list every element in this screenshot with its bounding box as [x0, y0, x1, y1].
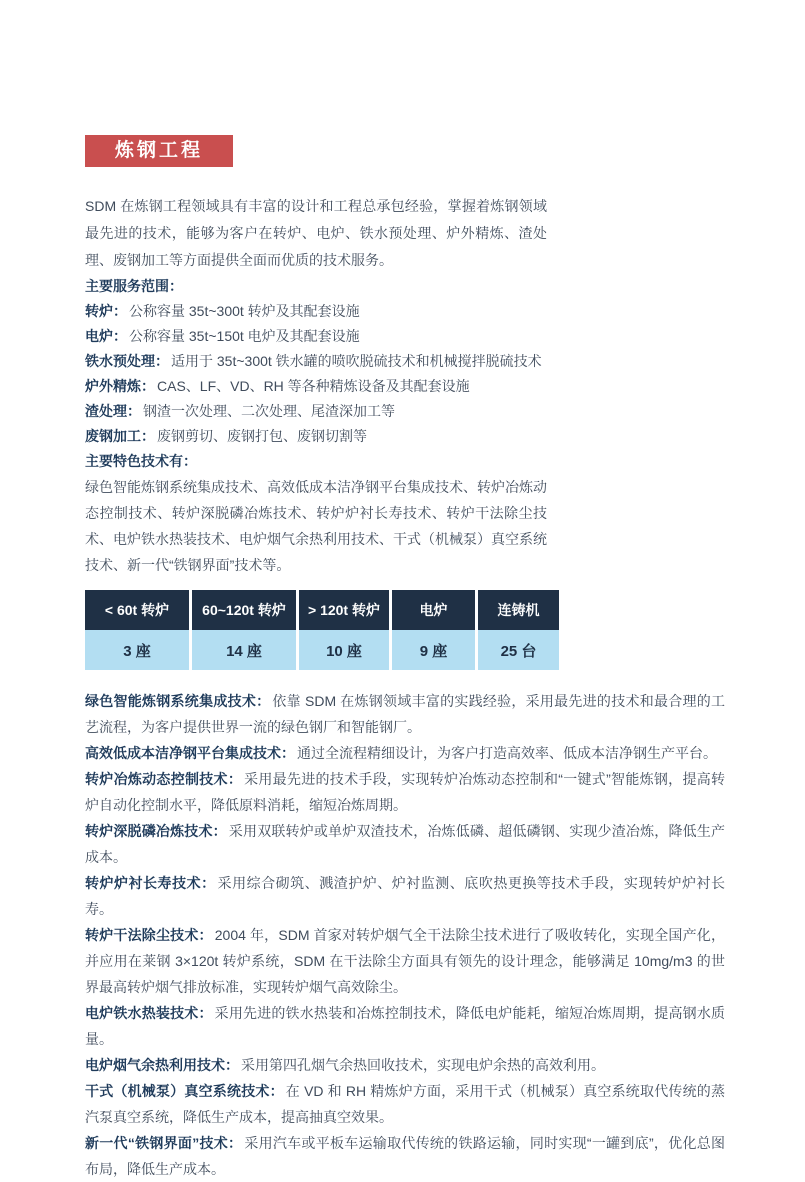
technology-paragraph — [85, 1078, 725, 1130]
technology-paragraph — [85, 922, 725, 1000]
service-item-label: 转炉： — [85, 303, 127, 319]
technology-label: 转炉深脱磷冶炼技术： — [85, 823, 227, 839]
service-item-label: 电炉： — [85, 328, 127, 344]
technology-label: 绿色智能炼钢系统集成技术： — [85, 693, 271, 709]
service-item — [85, 374, 547, 399]
service-item — [85, 399, 547, 424]
technologies-section — [85, 688, 725, 1182]
capacity-table — [85, 590, 559, 670]
service-item — [85, 324, 547, 349]
technology-text: 在 VD 和 RH 精炼炉方面，采用干式（机械泵）真空系统取代传统的蒸汽泵真空系统，降低生产成本，提高抽真空效果。 — [85, 1083, 725, 1125]
technology-label: 转炉炉衬长寿技术： — [85, 875, 216, 891]
technology-label: 转炉干法除尘技术： — [85, 927, 213, 943]
capacity-table-value-row — [85, 630, 559, 670]
technology-label: 高效低成本洁净钢平台集成技术： — [85, 745, 295, 761]
technology-text: 依靠 SDM 在炼钢领域丰富的实践经验，采用最先进的技术和最合理的工艺流程，为客户提供世界一流的绿色钢厂和智能钢厂。 — [85, 693, 725, 735]
service-item-label: 炉外精炼： — [85, 378, 155, 394]
capacity-table-value-cell: 3 座 — [85, 630, 191, 670]
technology-text: 2004 年，SDM 首家对转炉烟气全干法除尘技术进行了吸收转化，实现全国产化，并应用在莱钢 3×120t 转炉系统，SDM 在干法除尘方面具有领先的设计理念，能够满足 10mg/m3 的世界最高转炉烟气排放标准，实现转炉烟气高效除尘。 — [85, 927, 725, 995]
technology-paragraph — [85, 870, 725, 922]
technology-text: 采用先进的铁水热装和冶炼控制技术，降低电炉能耗，缩短冶炼周期，提高钢水质量。 — [85, 1005, 726, 1047]
service-item-text: CAS、LF、VD、RH 等各种精炼设备及其配套设施 — [157, 378, 470, 394]
technology-paragraph — [85, 1052, 725, 1078]
service-item — [85, 349, 547, 374]
technology-paragraph — [85, 740, 725, 766]
capacity-table-header-cell: > 120t 转炉 — [298, 590, 391, 630]
intro-paragraph: SDM 在炼钢工程领域具有丰富的设计和工程总承包经验，掌握着炼钢领域最先进的技术，能够为客户在转炉、电炉、铁水预处理、炉外精炼、渣处理、废钢加工等方面提供全面而优质的技术服务。 — [85, 198, 547, 268]
technology-label: 电炉烟气余热利用技术： — [85, 1057, 239, 1073]
technology-text: 采用双联转炉或单炉双渣技术，冶炼低磷、超低磷钢、实现少渣冶炼，降低生产成本。 — [85, 823, 726, 865]
capacity-table-header-row — [85, 590, 559, 630]
service-item-text: 钢渣一次处理、二次处理、尾渣深加工等 — [143, 403, 395, 419]
capacity-table-header-cell: 60~120t 转炉 — [191, 590, 298, 630]
technology-text: 采用最先进的技术手段，实现转炉冶炼动态控制和“一键式”智能炼钢，提高转炉自动化控制水平，降低原料消耗，缩短冶炼周期。 — [85, 771, 726, 813]
technology-paragraph — [85, 1000, 725, 1052]
features-paragraph: 绿色智能炼钢系统集成技术、高效低成本洁净钢平台集成技术、转炉冶炼动态控制技术、转炉深脱磷冶炼技术、转炉炉衬长寿技术、转炉干法除尘技术、电炉铁水热装技术、电炉烟气余热利用技术、干式（机械泵）真空系统技术、新一代“铁钢界面”技术等。 — [85, 479, 547, 573]
technology-label: 电炉铁水热装技术： — [85, 1005, 213, 1021]
section-title-badge: 炼钢工程 — [85, 135, 233, 167]
capacity-table-header-cell: < 60t 转炉 — [85, 590, 191, 630]
service-item-label: 铁水预处理： — [85, 353, 169, 369]
technology-paragraph — [85, 766, 725, 818]
technology-label: 转炉冶炼动态控制技术： — [85, 771, 243, 787]
technology-text: 通过全流程精细设计，为客户打造高效率、低成本洁净钢生产平台。 — [297, 745, 717, 761]
technology-label: 新一代“铁钢界面”技术： — [85, 1135, 243, 1151]
service-item — [85, 299, 547, 324]
service-item-text: 适用于 35t~300t 铁水罐的喷吹脱硫技术和机械搅拌脱硫技术 — [171, 353, 542, 369]
service-item-text: 公称容量 35t~150t 电炉及其配套设施 — [129, 328, 360, 344]
technology-paragraph — [85, 818, 725, 870]
service-item-label: 废钢加工： — [85, 428, 155, 444]
overview-section — [85, 193, 547, 578]
service-item-label: 渣处理： — [85, 403, 141, 419]
technology-paragraph — [85, 1130, 725, 1182]
technology-text: 采用综合砌筑、溅渣护炉、炉衬监测、底吹热更换等技术手段，实现转炉炉衬长寿。 — [85, 875, 726, 917]
capacity-table-value-cell: 10 座 — [298, 630, 391, 670]
service-item-text: 公称容量 35t~300t 转炉及其配套设施 — [129, 303, 360, 319]
service-item — [85, 424, 547, 449]
capacity-table-header-cell: 连铸机 — [477, 590, 560, 630]
capacity-table-value-cell: 25 台 — [477, 630, 560, 670]
services-heading: 主要服务范围： — [85, 278, 183, 294]
technology-text: 采用汽车或平板车运输取代传统的铁路运输，同时实现“一罐到底”，优化总图布局，降低生产成本。 — [85, 1135, 726, 1177]
features-heading: 主要特色技术有： — [85, 453, 197, 469]
technology-paragraph — [85, 688, 725, 740]
service-item-text: 废钢剪切、废钢打包、废钢切割等 — [157, 428, 367, 444]
technology-text: 采用第四孔烟气余热回收技术，实现电炉余热的高效利用。 — [241, 1057, 605, 1073]
capacity-table-value-cell: 9 座 — [391, 630, 477, 670]
capacity-table-value-cell: 14 座 — [191, 630, 298, 670]
capacity-table-header-cell: 电炉 — [391, 590, 477, 630]
technology-label: 干式（机械泵）真空系统技术： — [85, 1083, 284, 1099]
